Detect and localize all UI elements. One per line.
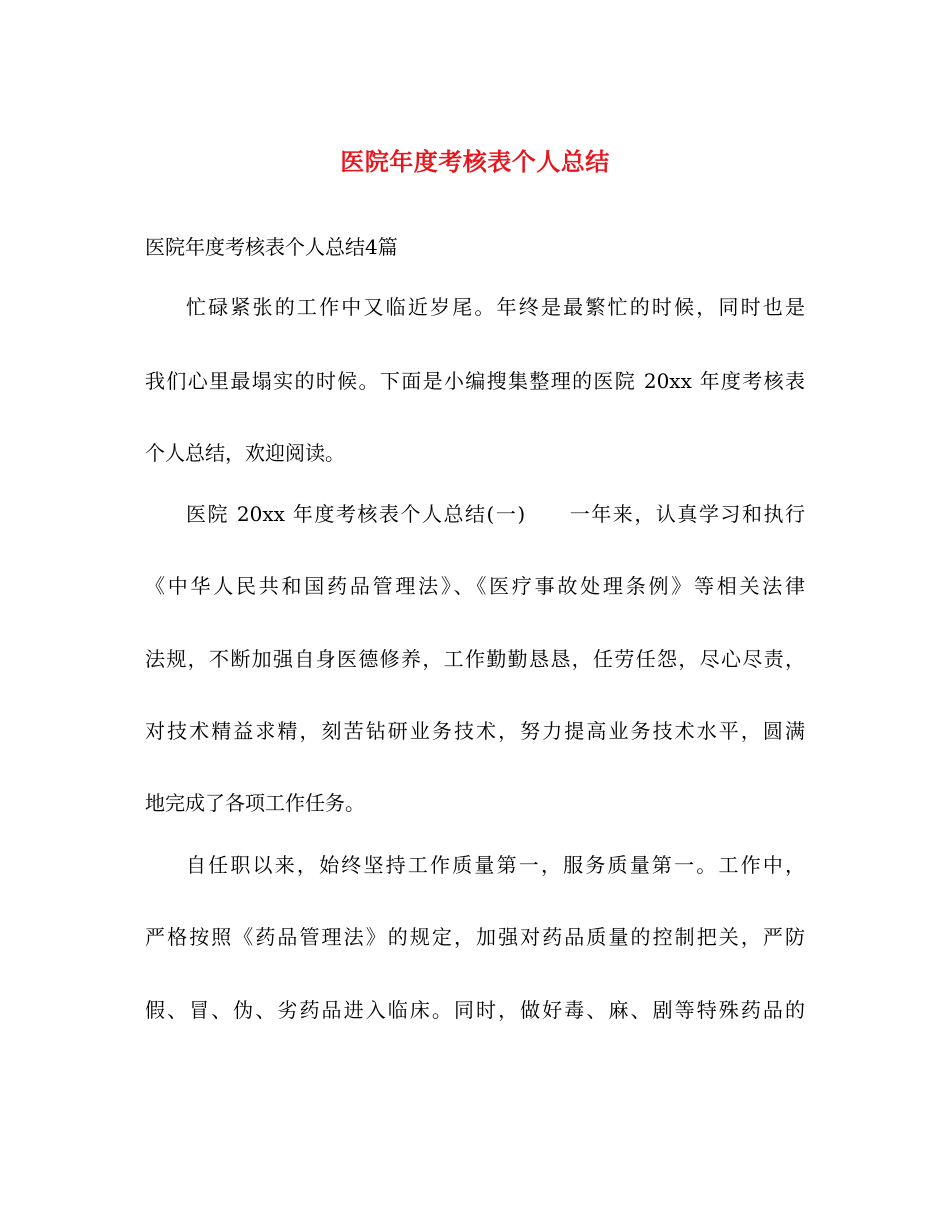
paragraph-line: 个人总结，欢迎阅读。 <box>145 441 345 465</box>
paragraph-line: 《中华人民共和国药品管理法》、《医疗事故处理条例》等相关法律 <box>145 574 805 598</box>
paragraph-line: 医院 20xx 年度考核表个人总结(一) 一年来，认真学习和执行 <box>186 502 805 526</box>
paragraph-line: 地完成了各项工作任务。 <box>145 791 365 815</box>
paragraph-line: 我们心里最塌实的时候。下面是小编搜集整理的医院 20xx 年度考核表 <box>145 369 805 393</box>
paragraph-line: 严格按照《药品管理法》的规定，加强对药品质量的控制把关，严防 <box>145 925 805 949</box>
paragraph-line: 自任职以来，始终坚持工作质量第一，服务质量第一。工作中， <box>186 853 805 877</box>
paragraph-line: 对技术精益求精，刻苦钻研业务技术，努力提高业务技术水平，圆满 <box>145 719 805 743</box>
paragraph-line: 法规，不断加强自身医德修养，工作勤勤恳恳，任劳任怨，尽心尽责， <box>145 647 805 671</box>
document-title: 医院年度考核表个人总结 <box>340 147 610 176</box>
paragraph-line: 忙碌紧张的工作中又临近岁尾。年终是最繁忙的时候，同时也是 <box>186 295 805 319</box>
paragraph-line: 假、冒、伪、劣药品进入临床。同时，做好毒、麻、剧等特殊药品的 <box>145 998 805 1022</box>
document-subtitle: 医院年度考核表个人总结4篇 <box>145 235 398 259</box>
